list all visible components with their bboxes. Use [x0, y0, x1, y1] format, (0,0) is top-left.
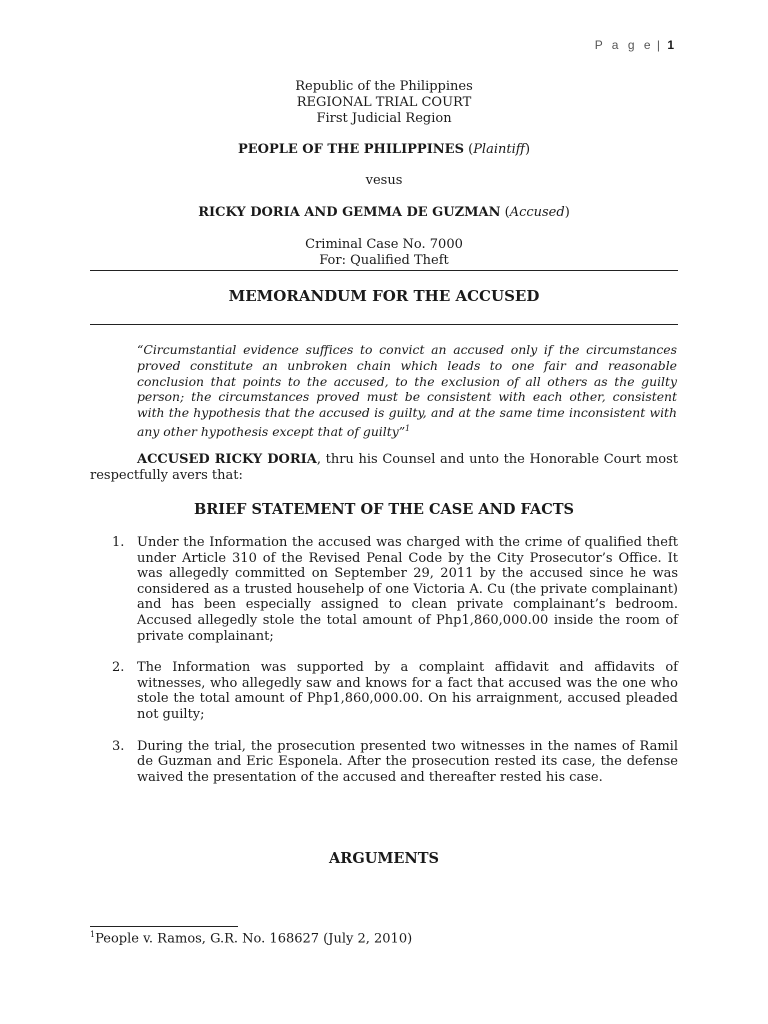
- footnote: [90, 930, 412, 946]
- accused-line: RICKY DORIA AND GEMMA DE GUZMAN (Accused): [198, 205, 570, 220]
- case-charge: For: Qualified Theft: [319, 253, 449, 268]
- plaintiff-name: PEOPLE OF THE PHILIPPINES: [237, 142, 464, 157]
- facts-list: [90, 535, 678, 801]
- plaintiff-line: PEOPLE OF THE PHILIPPINES (Plaintiff): [237, 142, 531, 157]
- quote-footnote-ref: 1: [405, 423, 411, 433]
- header-republic: Republic of the Philippines: [295, 79, 473, 94]
- list-item-text: Under the Information the accused was charged with the crime of qualified theft under Article 310 of the Revised Penal Code by the City Prosecutor’s Office. It was allegedly committed on September 29, 2011 by the accused since he was considered as a trusted househelp of one Victoria A. Cu (the private complainant) and has been especially assigned to clean private complainant’s bedroom. Accused allegedly stole the total amount of Php1,860,000.00 inside the room of private complainant;: [137, 535, 678, 644]
- list-item: [90, 535, 678, 644]
- footnote-rule: [90, 926, 238, 927]
- footnote-mark: 1: [90, 930, 96, 939]
- page-number: [595, 38, 674, 52]
- title-top-rule: [90, 270, 678, 271]
- list-item-number: 2.: [112, 660, 125, 676]
- accused-role: Accused: [509, 205, 565, 220]
- header-court: REGIONAL TRIAL COURT: [296, 95, 472, 110]
- list-item: [90, 660, 678, 722]
- plaintiff-role: Plaintiff: [473, 142, 525, 157]
- document-title: MEMORANDUM FOR THE ACCUSED: [228, 287, 540, 305]
- list-item-text: The Information was supported by a complaint affidavit and affidavits of witnesses, who allegedly saw and knows for a fact that accused was the one who stole the total amount of Php1,860,000.00. On his arraignment, accused pleaded not guilty;: [137, 660, 678, 722]
- intro-text: , thru his Counsel and unto the Honorable Court most respectfully avers that:: [90, 452, 678, 483]
- section-heading-arguments: ARGUMENTS: [329, 850, 439, 867]
- list-item-number: 3.: [112, 738, 125, 754]
- page-separator: |: [656, 38, 660, 52]
- case-number: Criminal Case No. 7000: [305, 237, 463, 252]
- section-heading-facts: BRIEF STATEMENT OF THE CASE AND FACTS: [194, 501, 574, 518]
- title-bottom-rule: [90, 324, 678, 325]
- quote-text: “Circumstantial evidence suffices to convict an accused only if the circumstances proved constitute an unbroken chain which leads to one fair and reasonable conclusion that points to the accused, to the exclusion of all others as the guilty person; the circumstances proved must be consistent with each other, consistent with the hypothesis that the accused is guilty, and at the same time inconsistent with any other hypothesis except that of guilty”: [137, 342, 677, 440]
- accused-name: RICKY DORIA AND GEMMA DE GUZMAN: [198, 205, 501, 220]
- page-number-value: 1: [667, 38, 674, 52]
- footnote-text: People v. Ramos, G.R. No. 168627 (July 2, 2010): [95, 931, 413, 947]
- case-info: [0, 237, 768, 269]
- list-item-number: 1.: [112, 535, 125, 550]
- court-header: [0, 79, 768, 127]
- list-item: [90, 739, 678, 786]
- epigraph-quote: [137, 342, 677, 440]
- header-region: First Judicial Region: [316, 111, 452, 126]
- page-label: P a g e: [594, 38, 654, 52]
- intro-paragraph: [90, 452, 678, 484]
- list-item-text: During the trial, the prosecution presented two witnesses in the names of Ramil de Guzman and Eric Esponela. After the prosecution rested its case, the defense waived the presentation of the accused and thereafter rested his case.: [137, 738, 678, 785]
- versus-text: vesus: [365, 173, 403, 188]
- intro-accused: ACCUSED RICKY DORIA: [137, 452, 317, 467]
